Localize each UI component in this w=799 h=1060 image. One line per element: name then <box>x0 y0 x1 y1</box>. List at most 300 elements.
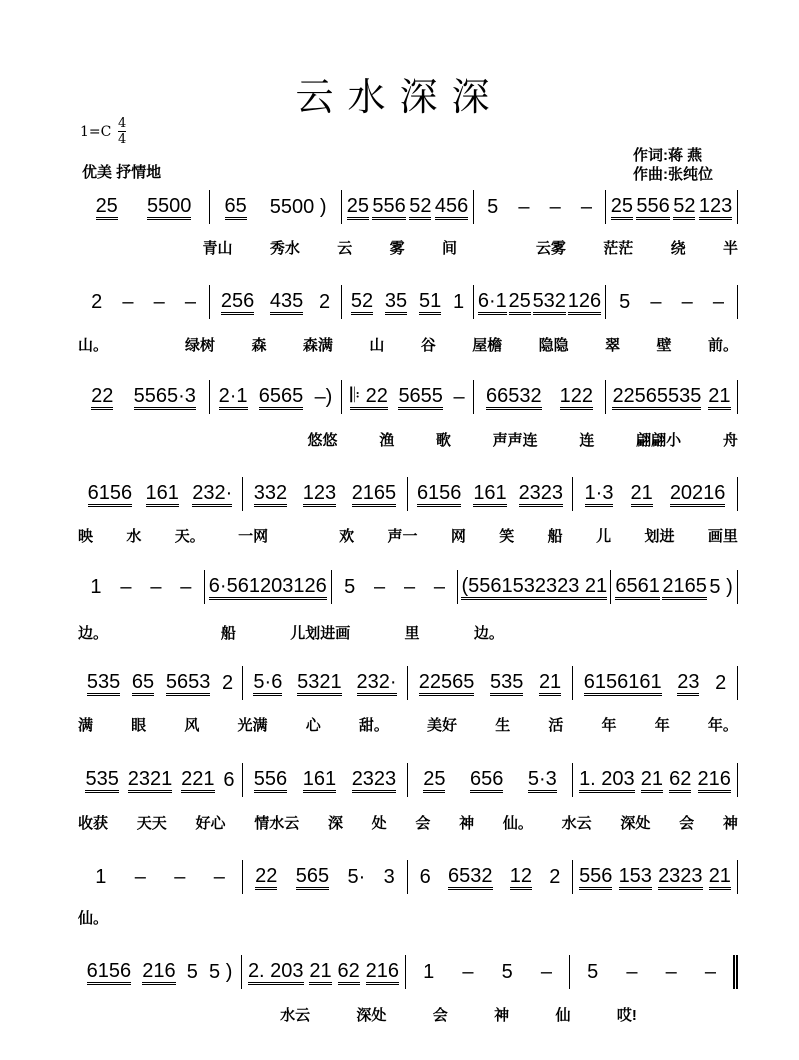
note-group: 21 <box>641 768 663 793</box>
note-group: 1 <box>95 866 107 888</box>
lyrics-row <box>78 907 738 928</box>
lyric-word <box>161 237 165 258</box>
lyric-word: 神 <box>494 1007 510 1024</box>
lyric-word: 边。 <box>78 625 109 642</box>
measure <box>78 860 243 894</box>
lyric-word: 声一 <box>387 528 418 545</box>
note-group: 21 <box>309 960 331 985</box>
lyricist: 作词:蒋 燕 <box>633 147 703 164</box>
note-group: 1. 203 <box>579 768 635 793</box>
lyric-word: 神 <box>722 815 738 832</box>
note-group: 656 <box>470 768 503 793</box>
note-group: 12 <box>510 865 532 890</box>
lyric-word: 声声连 <box>492 432 538 449</box>
lyric-word <box>120 237 124 258</box>
note-group: 216 <box>698 768 731 793</box>
lyric-word <box>494 237 498 258</box>
lyric-word <box>170 429 174 450</box>
note-group: 2 <box>91 291 103 313</box>
measure <box>408 666 573 700</box>
measure <box>205 570 332 604</box>
notation-row <box>78 866 738 894</box>
note-group: 5 <box>619 291 631 313</box>
lyric-word: 欢 <box>339 528 355 545</box>
note-group: 221 <box>181 768 214 793</box>
measure <box>243 860 408 894</box>
lyric-word: 会 <box>415 815 431 832</box>
notation-row <box>78 291 738 319</box>
note-group: 532 <box>533 290 566 315</box>
lyric-word: 森满 <box>302 337 333 354</box>
lyrics-row <box>78 1004 738 1025</box>
lyric-word <box>374 907 378 928</box>
lyric-word: 绕 <box>670 240 686 257</box>
lyrics-row <box>78 525 738 546</box>
note-group: 5500 ) <box>269 196 327 218</box>
song-title: 云水深深 <box>295 75 504 119</box>
note-group: 161 <box>146 482 179 507</box>
measure <box>573 477 738 511</box>
lyric-word: 里 <box>404 625 420 642</box>
lyrics-row <box>78 237 738 258</box>
note-group: 62 <box>338 960 360 985</box>
note-group: 2 <box>715 672 727 694</box>
note-group: – <box>650 291 662 313</box>
note-group: 22 <box>255 865 277 890</box>
note-group: 5· <box>347 866 366 888</box>
note-group: 5 ) <box>209 961 233 983</box>
lyric-word: 满 <box>78 717 94 734</box>
note-group: – <box>580 196 592 218</box>
measure <box>408 763 573 797</box>
lyric-word: 水云 <box>280 1007 311 1024</box>
note-group: – <box>712 291 724 313</box>
lyric-word <box>78 237 82 258</box>
lyric-word <box>675 622 679 643</box>
note-group: – <box>681 291 693 313</box>
note-group: 2. 203 <box>248 960 304 985</box>
note-group: 6 <box>419 866 431 888</box>
note-group: 2 <box>222 672 234 694</box>
note-group: 126 <box>568 290 601 315</box>
note-group: 153 <box>619 865 652 890</box>
lyric-word: 眼 <box>131 717 147 734</box>
note-group: 6156 <box>87 960 132 985</box>
composer: 作曲:张纯位 <box>633 166 713 183</box>
measure <box>570 955 738 989</box>
lyric-word <box>230 1004 234 1025</box>
note-group: 25 <box>96 195 118 220</box>
lyric-word <box>734 1004 738 1025</box>
measure <box>408 860 573 894</box>
note-group: 216 <box>142 960 175 985</box>
lyric-word: 山。 <box>78 337 109 354</box>
note-group: – <box>374 576 386 598</box>
lyric-word: 连 <box>579 432 595 449</box>
note-group: – <box>134 866 146 888</box>
note-group: – <box>174 866 186 888</box>
lyric-word <box>554 907 558 928</box>
lyric-word <box>144 334 148 355</box>
note-group: 21 <box>539 671 561 696</box>
note-group: 5 <box>344 576 356 598</box>
note-group: 3 <box>383 866 395 888</box>
lyric-word: 神 <box>459 815 475 832</box>
note-group: 6156 <box>88 482 133 507</box>
lyric-word: 一网 <box>238 528 269 545</box>
measure <box>474 190 606 224</box>
lyrics-row <box>78 812 738 833</box>
note-group: 66532 <box>486 385 542 410</box>
measure <box>243 477 408 511</box>
note-group: 6565 <box>259 385 304 410</box>
note-group: – <box>213 866 225 888</box>
lyric-word: 年 <box>654 717 670 734</box>
note-group: 2 <box>319 291 331 313</box>
lyric-word: 歌 <box>435 432 451 449</box>
note-group: – <box>120 576 132 598</box>
lyric-word: 甜。 <box>358 717 389 734</box>
lyric-word: 年。 <box>707 717 738 734</box>
lyric-word <box>216 429 220 450</box>
lyric-word: 边。 <box>473 625 504 642</box>
lyric-word: 谷 <box>420 337 436 354</box>
note-group: 5321 <box>297 671 342 696</box>
lyrics-row <box>78 334 738 355</box>
note-group: – <box>549 196 561 218</box>
note-group: 1 <box>423 961 435 983</box>
note-group: 51 <box>419 290 441 315</box>
lyrics-row <box>78 622 738 643</box>
lyric-word: 收获 <box>78 815 109 832</box>
lyric-word: 水 <box>126 528 142 545</box>
notation-row <box>78 961 738 989</box>
note-group: – <box>433 576 446 598</box>
note-group: 5 <box>587 961 599 983</box>
lyric-word: 云 <box>337 240 353 257</box>
lyric-word <box>683 1004 687 1025</box>
note-group: 22565 <box>419 671 475 696</box>
notation-row <box>78 576 738 604</box>
note-group: 161 <box>473 482 506 507</box>
lyric-word: 会 <box>432 1007 448 1024</box>
lyric-word <box>78 429 82 450</box>
lyric-word: 儿 <box>596 528 612 545</box>
lyric-word: 好心 <box>195 815 226 832</box>
note-group: 535 <box>85 768 118 793</box>
note-group: 161 <box>303 768 336 793</box>
note-group: – <box>180 576 192 598</box>
note-group: 256 <box>221 290 254 315</box>
note-group: 22 <box>91 385 113 410</box>
note-group: 35 <box>385 290 407 315</box>
lyric-word: 年 <box>601 717 617 734</box>
note-group: – <box>153 291 165 313</box>
lyric-word: 画里 <box>707 528 738 545</box>
lyric-word: 活 <box>548 717 564 734</box>
lyric-word <box>284 907 288 928</box>
note-group: 332 <box>254 482 287 507</box>
note-group: 21 <box>709 865 731 890</box>
note-group: 123 <box>303 482 336 507</box>
lyric-word: 深处 <box>620 815 651 832</box>
note-group: 6532 <box>448 865 493 890</box>
note-group: 5·6 <box>253 671 282 696</box>
note-group: 5 <box>501 961 513 983</box>
measure <box>474 285 606 319</box>
note-group: 556 <box>372 195 405 220</box>
note-group: 535 <box>87 671 120 696</box>
note-group: – <box>626 961 638 983</box>
note-group: (5561532323 21 <box>461 575 607 600</box>
lyric-word <box>194 907 198 928</box>
note-group: 21 <box>708 385 730 410</box>
lyric-word: 雾 <box>389 240 405 257</box>
lyric-word: 绿树 <box>185 337 216 354</box>
time-signature: 4 4 <box>118 116 127 147</box>
lyrics-row <box>78 714 738 735</box>
lyric-word: 会 <box>679 815 695 832</box>
note-group: 2165 <box>662 575 707 600</box>
lyric-word <box>734 622 738 643</box>
measure <box>243 763 408 797</box>
note-group: 456 <box>435 195 468 220</box>
lyric-word: 生 <box>495 717 511 734</box>
lyric-word <box>558 622 562 643</box>
measure <box>342 190 474 224</box>
measure <box>606 380 738 414</box>
note-group: 5655 <box>398 385 443 410</box>
note-group: 62 <box>669 768 691 793</box>
lyric-word <box>262 429 266 450</box>
lyric-word <box>734 907 738 928</box>
lyric-word: 森 <box>251 337 267 354</box>
measure <box>78 666 243 700</box>
measure <box>342 380 474 414</box>
note-group: 232· <box>192 482 232 507</box>
lyric-word: 映 <box>78 528 94 545</box>
lyric-word: 风 <box>184 717 200 734</box>
note-group: – <box>704 961 716 983</box>
measure <box>573 763 738 797</box>
note-group: 556 <box>254 768 287 793</box>
measure <box>458 570 611 604</box>
measure <box>78 763 243 797</box>
measure <box>408 477 573 511</box>
lyric-word: 深处 <box>356 1007 387 1024</box>
lyric-word: 船 <box>547 528 563 545</box>
note-group: 2·1 <box>219 385 248 410</box>
measure <box>78 570 205 604</box>
lyric-word: 水云 <box>561 815 592 832</box>
note-group: – <box>540 961 552 983</box>
note-group: 6156 <box>417 482 462 507</box>
lyric-word <box>78 1004 82 1025</box>
lyric-word: 云雾 <box>535 240 566 257</box>
note-group: 435 <box>270 290 303 315</box>
note-group: – <box>122 291 134 313</box>
measure <box>243 666 408 700</box>
note-group: 535 <box>490 671 523 696</box>
measure <box>210 285 342 319</box>
note-group: – <box>462 961 474 983</box>
note-group: 216 <box>366 960 399 985</box>
note-group: 23 <box>677 671 699 696</box>
key-signature: 1=C <box>80 124 112 140</box>
measure <box>611 570 738 604</box>
note-group: 2165 <box>352 482 397 507</box>
measure <box>242 955 406 989</box>
note-group: 122 <box>560 385 593 410</box>
lyric-word: 壁 <box>656 337 672 354</box>
lyric-word: 仙 <box>555 1007 571 1024</box>
note-group: – <box>184 291 196 313</box>
note-group: 65 <box>225 195 247 220</box>
lyric-word: 秀水 <box>269 240 300 257</box>
lyric-word <box>644 907 648 928</box>
note-group: – <box>453 386 465 408</box>
measure <box>210 190 342 224</box>
note-group: 2323 <box>519 482 564 507</box>
measure <box>606 190 738 224</box>
lyric-word: 处 <box>371 815 387 832</box>
lyric-word: 渔 <box>379 432 395 449</box>
lyric-word: 船 <box>220 625 236 642</box>
credits <box>633 146 713 184</box>
measure <box>78 380 210 414</box>
lyric-word <box>302 525 306 546</box>
lyric-word <box>179 1004 183 1025</box>
note-group: –) <box>314 386 333 408</box>
lyric-word <box>129 1004 133 1025</box>
notation-row <box>78 769 738 797</box>
lyric-word: 天。 <box>174 528 205 545</box>
note-group: 6·561203126 <box>209 575 327 600</box>
lyric-word: 青山 <box>202 240 233 257</box>
lyric-word: 前。 <box>707 337 738 354</box>
note-group: 52 <box>351 290 373 315</box>
notation-row <box>78 386 738 414</box>
note-group: 556 <box>636 195 669 220</box>
lyrics-row <box>78 429 738 450</box>
note-group: 2321 <box>128 768 173 793</box>
lyric-word: 仙。 <box>78 910 109 927</box>
lyric-word <box>162 622 166 643</box>
note-group: 25 <box>347 195 369 220</box>
note-group: 25 <box>611 195 633 220</box>
measure <box>573 860 738 894</box>
note-group: 5 <box>186 961 198 983</box>
notation-row <box>78 196 738 224</box>
note-group: 6156161 <box>584 671 662 696</box>
note-group: 1 <box>90 576 102 598</box>
measure <box>606 285 738 319</box>
note-group: 22565535 <box>612 385 701 410</box>
note-group: 1·3 <box>585 482 614 507</box>
note-group: 5565·3 <box>134 385 196 410</box>
measure <box>210 380 342 414</box>
note-group: 6561 <box>615 575 660 600</box>
lyric-word: 屋檐 <box>472 337 503 354</box>
measure <box>406 955 570 989</box>
lyric-word: 网 <box>450 528 466 545</box>
lyric-word: 茫茫 <box>603 240 634 257</box>
note-group: – <box>665 961 677 983</box>
note-group: 5·3 <box>528 768 557 793</box>
tempo-marking: 优美 抒情地 <box>82 164 162 181</box>
note-group: 1 <box>452 291 465 313</box>
lyric-word: 美好 <box>427 717 458 734</box>
lyric-word: 隐隐 <box>538 337 569 354</box>
notation-row <box>78 483 738 511</box>
lyric-word: 哎! <box>616 1007 637 1024</box>
lyric-word <box>124 429 128 450</box>
note-group: 2 <box>549 866 561 888</box>
note-group: – <box>518 196 530 218</box>
note-group: 52 <box>409 195 431 220</box>
lyric-word: 天天 <box>136 815 167 832</box>
note-group: 6·1 <box>478 290 507 315</box>
measure <box>78 477 243 511</box>
lyric-word: 山 <box>369 337 385 354</box>
lyric-word <box>617 622 621 643</box>
lyric-word: 划进 <box>644 528 675 545</box>
lyric-word: 仙。 <box>502 815 533 832</box>
lyric-word: 心 <box>305 717 321 734</box>
measure <box>78 955 242 989</box>
note-group: 6 <box>223 769 235 791</box>
lyric-word: 翩翩小 <box>636 432 682 449</box>
measure <box>573 666 738 700</box>
note-group: 5 ) <box>709 576 733 598</box>
lyric-word: 光满 <box>237 717 268 734</box>
measure <box>78 285 210 319</box>
lyric-word: 舟 <box>722 432 738 449</box>
note-group: 2323 <box>658 865 703 890</box>
note-group: – <box>150 576 162 598</box>
notation-row <box>78 672 738 700</box>
lyric-word: 笑 <box>499 528 515 545</box>
lyric-word <box>464 907 468 928</box>
lyric-word: 情水云 <box>254 815 300 832</box>
lyric-word: 间 <box>441 240 457 257</box>
measure <box>332 570 459 604</box>
measure <box>342 285 474 319</box>
lyric-word: 儿划进画 <box>290 625 351 642</box>
note-group: – <box>403 576 416 598</box>
note-group: 5653 <box>166 671 211 696</box>
note-group: 5500 <box>147 195 192 220</box>
note-group: 20216 <box>670 482 726 507</box>
note-group: 2323 <box>352 768 397 793</box>
note-group: 21 <box>631 482 653 507</box>
note-group: 232· <box>357 671 397 696</box>
note-group: 556 <box>579 865 612 890</box>
note-group: 52 <box>673 195 695 220</box>
lyric-word: 翠 <box>605 337 621 354</box>
lyric-word: 悠悠 <box>307 432 338 449</box>
note-group: 123 <box>699 195 732 220</box>
measure <box>78 190 210 224</box>
lyric-word: 半 <box>722 240 738 257</box>
lyric-word: 深 <box>327 815 343 832</box>
note-group: 25 <box>509 290 531 315</box>
note-group: 5 <box>487 196 499 218</box>
note-group: 25 <box>423 768 445 793</box>
note-group: 65 <box>132 671 154 696</box>
note-group: 𝄆 22 <box>350 385 388 410</box>
note-group: 565 <box>296 865 329 890</box>
